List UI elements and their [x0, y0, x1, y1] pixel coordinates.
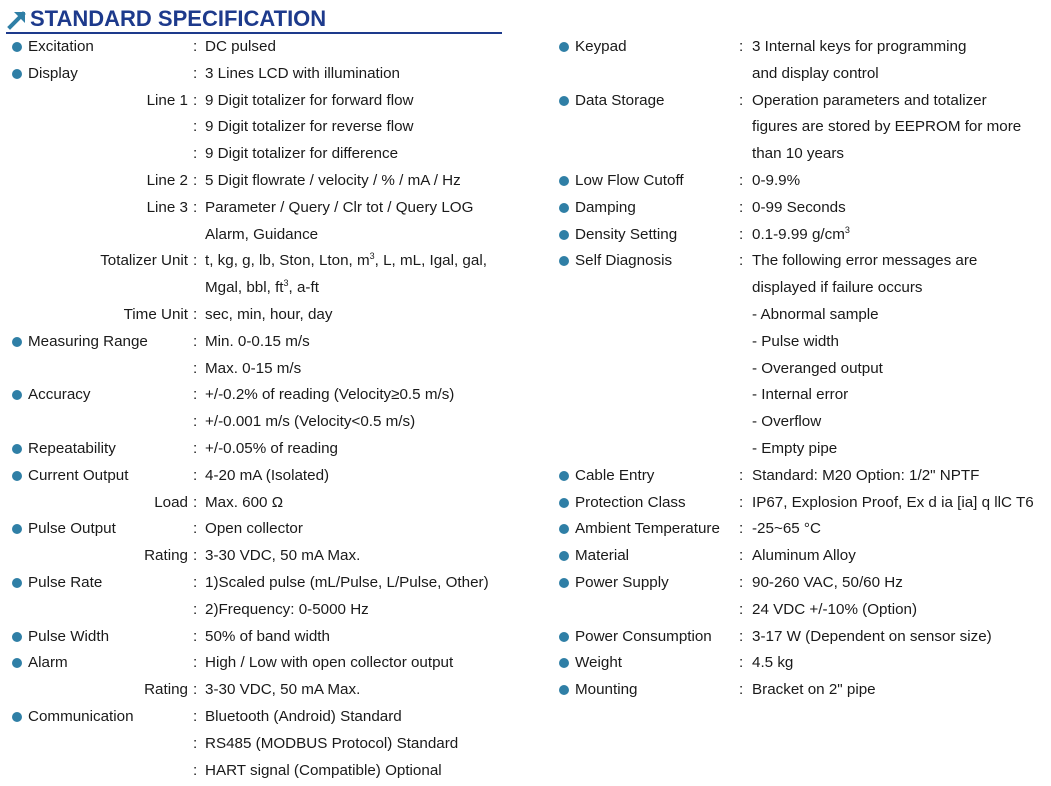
spec-row	[557, 90, 1051, 117]
spec-value: 2)Frequency: 0-5000 Hz	[205, 600, 369, 618]
spec-value: Open collector	[205, 520, 303, 538]
title-underline	[6, 32, 502, 34]
spec-label-box	[10, 304, 188, 325]
colon-separator: :	[739, 573, 744, 591]
spec-row	[557, 411, 1051, 438]
spec-value: 50% of band width	[205, 627, 330, 645]
page-title: STANDARD SPECIFICATION	[30, 6, 327, 31]
spec-label-box	[557, 90, 735, 111]
spec-label: Communication	[28, 707, 134, 725]
spec-row	[557, 331, 1051, 358]
spec-value: Operation parameters and totalizer	[752, 91, 987, 109]
bullet-icon	[12, 524, 22, 534]
spec-row	[557, 545, 1051, 572]
spec-label-box	[557, 438, 735, 459]
spec-value: IP67, Explosion Proof, Ex d ia [ia] q llC T6	[752, 493, 1034, 511]
spec-label-box	[557, 545, 735, 566]
bullet-icon	[12, 712, 22, 722]
spec-value: 5 Digit flowrate / velocity / % / mA / Hz	[205, 171, 461, 189]
spec-label: Mounting	[575, 681, 638, 699]
spec-label-box	[10, 492, 188, 513]
spec-value: 1)Scaled pulse (mL/Pulse, L/Pulse, Other)	[205, 573, 489, 591]
bullet-icon	[12, 444, 22, 454]
bullet-icon	[559, 632, 569, 642]
spec-label-box	[557, 358, 735, 379]
bullet-icon	[559, 658, 569, 668]
bullet-icon	[559, 203, 569, 213]
spec-value: The following error messages are	[752, 252, 978, 270]
spec-row	[10, 250, 510, 277]
spec-row	[557, 492, 1051, 519]
spec-label-box	[10, 545, 188, 566]
spec-label-box	[10, 733, 188, 754]
spec-value	[205, 277, 319, 298]
spec-label: Self Diagnosis	[575, 252, 673, 270]
spec-value-text: t, kg, g, lb, Ston, Lton, m	[205, 252, 370, 270]
spec-value: - Overflow	[752, 413, 822, 431]
spec-row	[10, 304, 510, 331]
colon-separator: :	[193, 252, 198, 270]
spec-label-box	[10, 116, 188, 137]
spec-value: 24 VDC +/-10% (Option)	[752, 600, 918, 618]
colon-separator: :	[193, 547, 198, 565]
spec-label-box	[557, 626, 735, 647]
spec-label: Weight	[575, 654, 622, 672]
spec-value-text: , a-ft	[288, 279, 319, 297]
colon-separator: :	[193, 145, 198, 163]
superscript: 3	[283, 278, 289, 289]
spec-label-box	[10, 572, 188, 593]
colon-separator: :	[739, 252, 744, 270]
spec-value: Min. 0-0.15 m/s	[205, 332, 310, 350]
spec-label: Material	[575, 547, 630, 565]
spec-value: Max. 0-15 m/s	[205, 359, 302, 377]
spec-label-box	[10, 170, 188, 191]
spec-label-box	[557, 250, 735, 271]
spec-label: Pulse Rate	[28, 573, 103, 591]
colon-separator: :	[193, 681, 198, 699]
spec-label: Protection Class	[575, 493, 686, 511]
bullet-icon	[12, 471, 22, 481]
spec-label-box	[557, 652, 735, 673]
bullet-icon	[559, 471, 569, 481]
colon-separator: :	[193, 761, 198, 779]
spec-row	[10, 170, 510, 197]
spec-row	[557, 679, 1051, 706]
spec-label: Pulse Output	[28, 520, 116, 538]
spec-row	[10, 197, 510, 224]
spec-row	[10, 438, 510, 465]
spec-label-box	[557, 331, 735, 352]
spec-value: 9 Digit totalizer for reverse flow	[205, 118, 414, 136]
spec-label: Data Storage	[575, 91, 665, 109]
bullet-icon	[559, 685, 569, 695]
spec-label-box	[10, 63, 188, 84]
bullet-icon	[12, 337, 22, 347]
bullet-icon	[559, 176, 569, 186]
spec-row	[10, 116, 510, 143]
bullet-icon	[559, 256, 569, 266]
spec-row	[10, 331, 510, 358]
spec-value: 4-20 mA (Isolated)	[205, 466, 330, 484]
spec-value: figures are stored by EEPROM for more	[752, 118, 1022, 136]
spec-label-box	[557, 36, 735, 57]
spec-label-box	[10, 679, 188, 700]
spec-label: Ambient Temperature	[575, 520, 720, 538]
spec-label: Cable Entry	[575, 466, 655, 484]
spec-row	[557, 116, 1051, 143]
colon-separator: :	[193, 386, 198, 404]
spec-value: +/-0.001 m/s (Velocity<0.5 m/s)	[205, 413, 416, 431]
spec-value: Parameter / Query / Clr tot / Query LOG	[205, 198, 474, 216]
colon-separator: :	[193, 118, 198, 136]
spec-row	[10, 572, 510, 599]
spec-row	[10, 492, 510, 519]
bullet-icon	[12, 390, 22, 400]
spec-row	[557, 36, 1051, 63]
colon-separator: :	[193, 38, 198, 55]
spec-value: - Empty pipe	[752, 439, 838, 457]
colon-separator: :	[193, 305, 198, 323]
spec-label-box	[10, 358, 188, 379]
spec-label: Keypad	[575, 38, 627, 55]
spec-value: Max. 600 Ω	[205, 493, 284, 511]
spec-value: +/-0.05% of reading	[205, 439, 338, 457]
spec-label: Pulse Width	[28, 627, 110, 645]
spec-sublabel: Line 3	[146, 198, 188, 216]
spec-label: Low Flow Cutoff	[575, 171, 684, 189]
bullet-icon	[12, 69, 22, 79]
spec-row	[557, 599, 1051, 626]
spec-row	[557, 626, 1051, 653]
spec-row	[10, 518, 510, 545]
spec-value-text: 0.1-9.99 g/cm	[752, 225, 845, 243]
spec-column-left	[10, 36, 510, 786]
superscript: 3	[844, 224, 850, 235]
spec-label-box	[10, 143, 188, 164]
spec-label-box	[10, 36, 188, 57]
spec-value: Bluetooth (Android) Standard	[205, 707, 402, 725]
spec-value: - Internal error	[752, 386, 849, 404]
spec-row	[557, 304, 1051, 331]
spec-row	[557, 358, 1051, 385]
colon-separator: :	[193, 466, 198, 484]
spec-value: 3-17 W (Dependent on sensor size)	[752, 627, 992, 645]
spec-sublabel: Totalizer Unit	[100, 252, 188, 270]
spec-row	[10, 224, 510, 251]
spec-value	[752, 224, 850, 245]
colon-separator: :	[739, 171, 744, 189]
colon-separator: :	[739, 627, 744, 645]
spec-label: Excitation	[28, 38, 94, 55]
spec-label-box	[10, 465, 188, 486]
colon-separator: :	[193, 520, 198, 538]
colon-separator: :	[739, 520, 744, 538]
spec-label-box	[557, 492, 735, 513]
colon-separator: :	[193, 64, 198, 82]
colon-separator: :	[739, 91, 744, 109]
spec-value: +/-0.2% of reading (Velocity≥0.5 m/s)	[205, 386, 455, 404]
colon-separator: :	[193, 654, 198, 672]
spec-label: Power Supply	[575, 573, 669, 591]
spec-value: High / Low with open collector output	[205, 654, 454, 672]
spec-label-box	[10, 599, 188, 620]
spec-row	[557, 465, 1051, 492]
spec-row	[10, 679, 510, 706]
spec-label-box	[10, 384, 188, 405]
colon-separator: :	[193, 439, 198, 457]
spec-row	[557, 277, 1051, 304]
spec-value: HART signal (Compatible) Optional	[205, 761, 442, 779]
spec-label: Density Setting	[575, 225, 678, 243]
bullet-icon	[559, 42, 569, 52]
spec-row	[557, 197, 1051, 224]
spec-sublabel: Line 2	[146, 171, 188, 189]
superscript: 3	[369, 251, 375, 262]
section-header	[6, 6, 502, 34]
spec-column-right	[557, 36, 1051, 706]
spec-value: 9 Digit totalizer for forward flow	[205, 91, 414, 109]
spec-value: DC pulsed	[205, 38, 276, 55]
spec-value: Standard: M20 Option: 1/2" NPTF	[752, 466, 980, 484]
bullet-icon	[559, 96, 569, 106]
spec-value	[205, 250, 487, 271]
spec-label-box	[10, 411, 188, 432]
spec-row	[10, 358, 510, 385]
colon-separator: :	[193, 198, 198, 216]
spec-value: sec, min, hour, day	[205, 305, 333, 323]
bullet-icon	[559, 551, 569, 561]
spec-label-box	[557, 465, 735, 486]
bullet-icon	[559, 230, 569, 240]
spec-label-box	[10, 331, 188, 352]
spec-label-box	[10, 706, 188, 727]
spec-label-box	[557, 679, 735, 700]
colon-separator: :	[193, 413, 198, 431]
spec-value: 3-30 VDC, 50 mA Max.	[205, 547, 361, 565]
colon-separator: :	[739, 547, 744, 565]
spec-row	[557, 224, 1051, 251]
spec-value: 90-260 VAC, 50/60 Hz	[752, 573, 903, 591]
colon-separator: :	[739, 198, 744, 216]
colon-separator: :	[193, 171, 198, 189]
spec-label-box	[10, 250, 188, 271]
colon-separator: :	[739, 38, 744, 55]
spec-value: 4.5 kg	[752, 654, 794, 672]
bullet-icon	[12, 578, 22, 588]
arrow-icon	[6, 8, 28, 30]
spec-label-box	[557, 143, 735, 164]
spec-label: Power Consumption	[575, 627, 712, 645]
colon-separator: :	[193, 493, 198, 511]
spec-label-box	[557, 277, 735, 298]
colon-separator: :	[739, 654, 744, 672]
spec-value: than 10 years	[752, 145, 845, 163]
spec-label-box	[557, 304, 735, 325]
spec-label-box	[557, 170, 735, 191]
bullet-icon	[12, 632, 22, 642]
colon-separator: :	[193, 332, 198, 350]
spec-row	[10, 706, 510, 733]
spec-row	[557, 572, 1051, 599]
spec-label-box	[557, 518, 735, 539]
spec-row	[10, 63, 510, 90]
spec-value: displayed if failure occurs	[752, 279, 923, 297]
spec-label-box	[557, 384, 735, 405]
spec-label-box	[10, 518, 188, 539]
spec-row	[557, 170, 1051, 197]
spec-label: Alarm	[28, 654, 68, 672]
spec-value-text: , L, mL, Igal, gal,	[374, 252, 487, 270]
bullet-icon	[559, 578, 569, 588]
spec-row	[10, 652, 510, 679]
spec-value: 3-30 VDC, 50 mA Max.	[205, 681, 361, 699]
spec-value: 0-9.9%	[752, 171, 801, 189]
colon-separator: :	[193, 707, 198, 725]
spec-row	[557, 518, 1051, 545]
spec-row	[10, 545, 510, 572]
colon-separator: :	[739, 493, 744, 511]
spec-label-box	[557, 599, 735, 620]
spec-row	[10, 733, 510, 760]
spec-label-box	[557, 224, 735, 245]
spec-label-box	[10, 626, 188, 647]
spec-label-box	[10, 652, 188, 673]
spec-sublabel: Time Unit	[123, 305, 188, 323]
spec-label-box	[557, 411, 735, 432]
colon-separator: :	[193, 734, 198, 752]
colon-separator: :	[739, 225, 744, 243]
spec-value: Bracket on 2" pipe	[752, 681, 876, 699]
spec-label-box	[10, 438, 188, 459]
spec-label: Current Output	[28, 466, 129, 484]
spec-label-box	[557, 197, 735, 218]
spec-value: Aluminum Alloy	[752, 547, 856, 565]
colon-separator: :	[739, 600, 744, 618]
spec-label: Damping	[575, 198, 636, 216]
spec-value: 3 Internal keys for programming	[752, 38, 967, 55]
spec-row	[10, 599, 510, 626]
spec-label-box	[557, 116, 735, 137]
spec-value: and display control	[752, 64, 879, 82]
spec-label-box	[10, 277, 188, 298]
spec-label-box	[557, 572, 735, 593]
spec-row	[10, 626, 510, 653]
spec-label-box	[557, 63, 735, 84]
colon-separator: :	[193, 91, 198, 109]
colon-separator: :	[739, 466, 744, 484]
spec-row	[10, 384, 510, 411]
spec-row	[557, 143, 1051, 170]
spec-label-box	[10, 224, 188, 245]
colon-separator: :	[739, 681, 744, 699]
bullet-icon	[12, 658, 22, 668]
spec-value: - Overanged output	[752, 359, 883, 377]
spec-row	[10, 143, 510, 170]
spec-row	[10, 277, 510, 304]
colon-separator: :	[193, 600, 198, 618]
spec-row	[557, 63, 1051, 90]
bullet-icon	[12, 42, 22, 52]
spec-row	[557, 438, 1051, 465]
spec-row	[10, 90, 510, 117]
spec-row	[10, 411, 510, 438]
spec-label: Repeatability	[28, 439, 116, 457]
spec-label-box	[10, 90, 188, 111]
spec-label: Display	[28, 64, 78, 82]
bullet-icon	[559, 498, 569, 508]
colon-separator: :	[193, 573, 198, 591]
spec-label: Accuracy	[28, 386, 91, 404]
colon-separator: :	[193, 359, 198, 377]
spec-value-text: Mgal, bbl, ft	[205, 279, 284, 297]
spec-row	[10, 760, 510, 786]
spec-row	[10, 465, 510, 492]
spec-sublabel: Rating	[144, 547, 188, 565]
spec-sublabel: Rating	[144, 681, 188, 699]
spec-row	[557, 384, 1051, 411]
spec-value: 0-99 Seconds	[752, 198, 846, 216]
colon-separator: :	[193, 627, 198, 645]
spec-label-box	[10, 760, 188, 781]
spec-value: 9 Digit totalizer for difference	[205, 145, 399, 163]
spec-row	[557, 652, 1051, 679]
spec-label-box	[10, 197, 188, 218]
spec-row	[10, 36, 510, 63]
spec-sublabel: Line 1	[146, 91, 188, 109]
spec-value: RS485 (MODBUS Protocol) Standard	[205, 734, 459, 752]
spec-value: 3 Lines LCD with illumination	[205, 64, 400, 82]
spec-sublabel: Load	[154, 493, 188, 511]
spec-row	[557, 250, 1051, 277]
bullet-icon	[559, 524, 569, 534]
spec-value: - Abnormal sample	[752, 305, 879, 323]
spec-value: Alarm, Guidance	[205, 225, 319, 243]
spec-value: - Pulse width	[752, 332, 839, 350]
spec-value: -25~65 °C	[752, 520, 821, 538]
spec-label: Measuring Range	[28, 332, 148, 350]
